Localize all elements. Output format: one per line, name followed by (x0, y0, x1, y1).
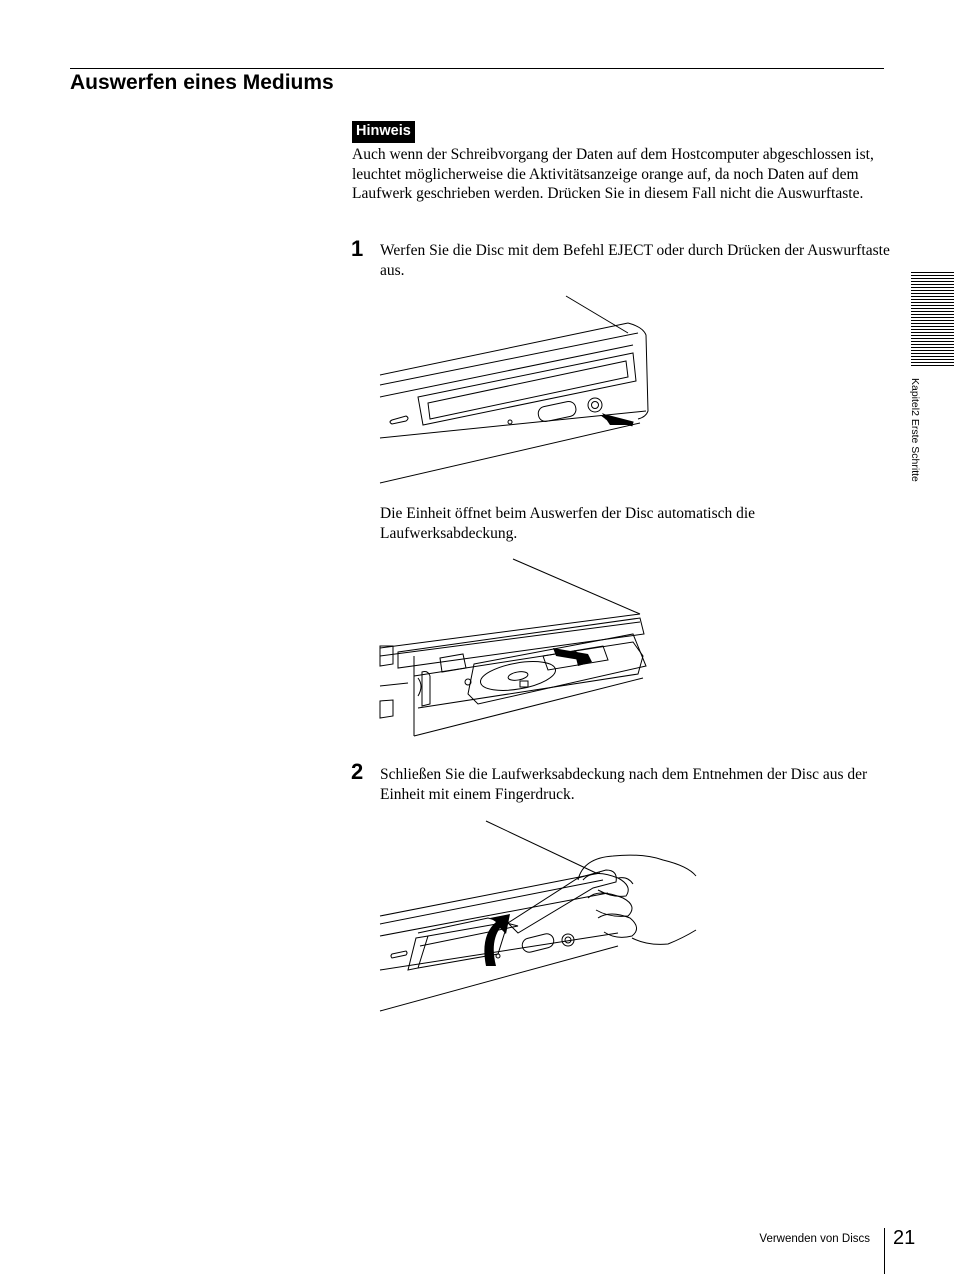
step-1-text: Werfen Sie die Disc mit dem Befehl EJECT oder durch Drücken der Auswurftaste aus. (380, 242, 890, 279)
top-rule (70, 68, 884, 69)
chapter-tab-stripes (911, 272, 954, 367)
footer-divider (884, 1228, 885, 1274)
page-title: Auswerfen eines Mediums (70, 71, 334, 94)
step-1-number: 1 (351, 236, 364, 261)
drive-close-illustration (378, 818, 703, 1018)
step-1-result-text: Die Einheit öffnet beim Auswerfen der Disc automatisch die Laufwerksabdeckung. (380, 505, 756, 542)
drive-open-illustration (378, 556, 658, 741)
note-text: Auch wenn der Schreibvorgang der Daten auf dem Hostcomputer abgeschlossen ist, leuchtet möglicherweise die Aktivitätsanzeige orange auf, da noch Daten auf dem Laufwerk geschrieben werden. Drücken Sie in diesem Fall nicht die Auswurftaste. (352, 146, 874, 202)
eject-button-illustration (378, 293, 658, 488)
step-2-text: Schließen Sie die Laufwerksabdeckung nach dem Entnehmen der Disc aus der Einheit mit einem Fingerdruck. (380, 766, 868, 803)
note-label: Hinweis (352, 121, 415, 143)
step-2-number: 2 (351, 759, 364, 784)
footer-section-title: Verwenden von Discs (759, 1233, 870, 1245)
chapter-label: Kapitel2 Erste Schritte (909, 378, 921, 482)
page-number: 21 (893, 1227, 916, 1249)
